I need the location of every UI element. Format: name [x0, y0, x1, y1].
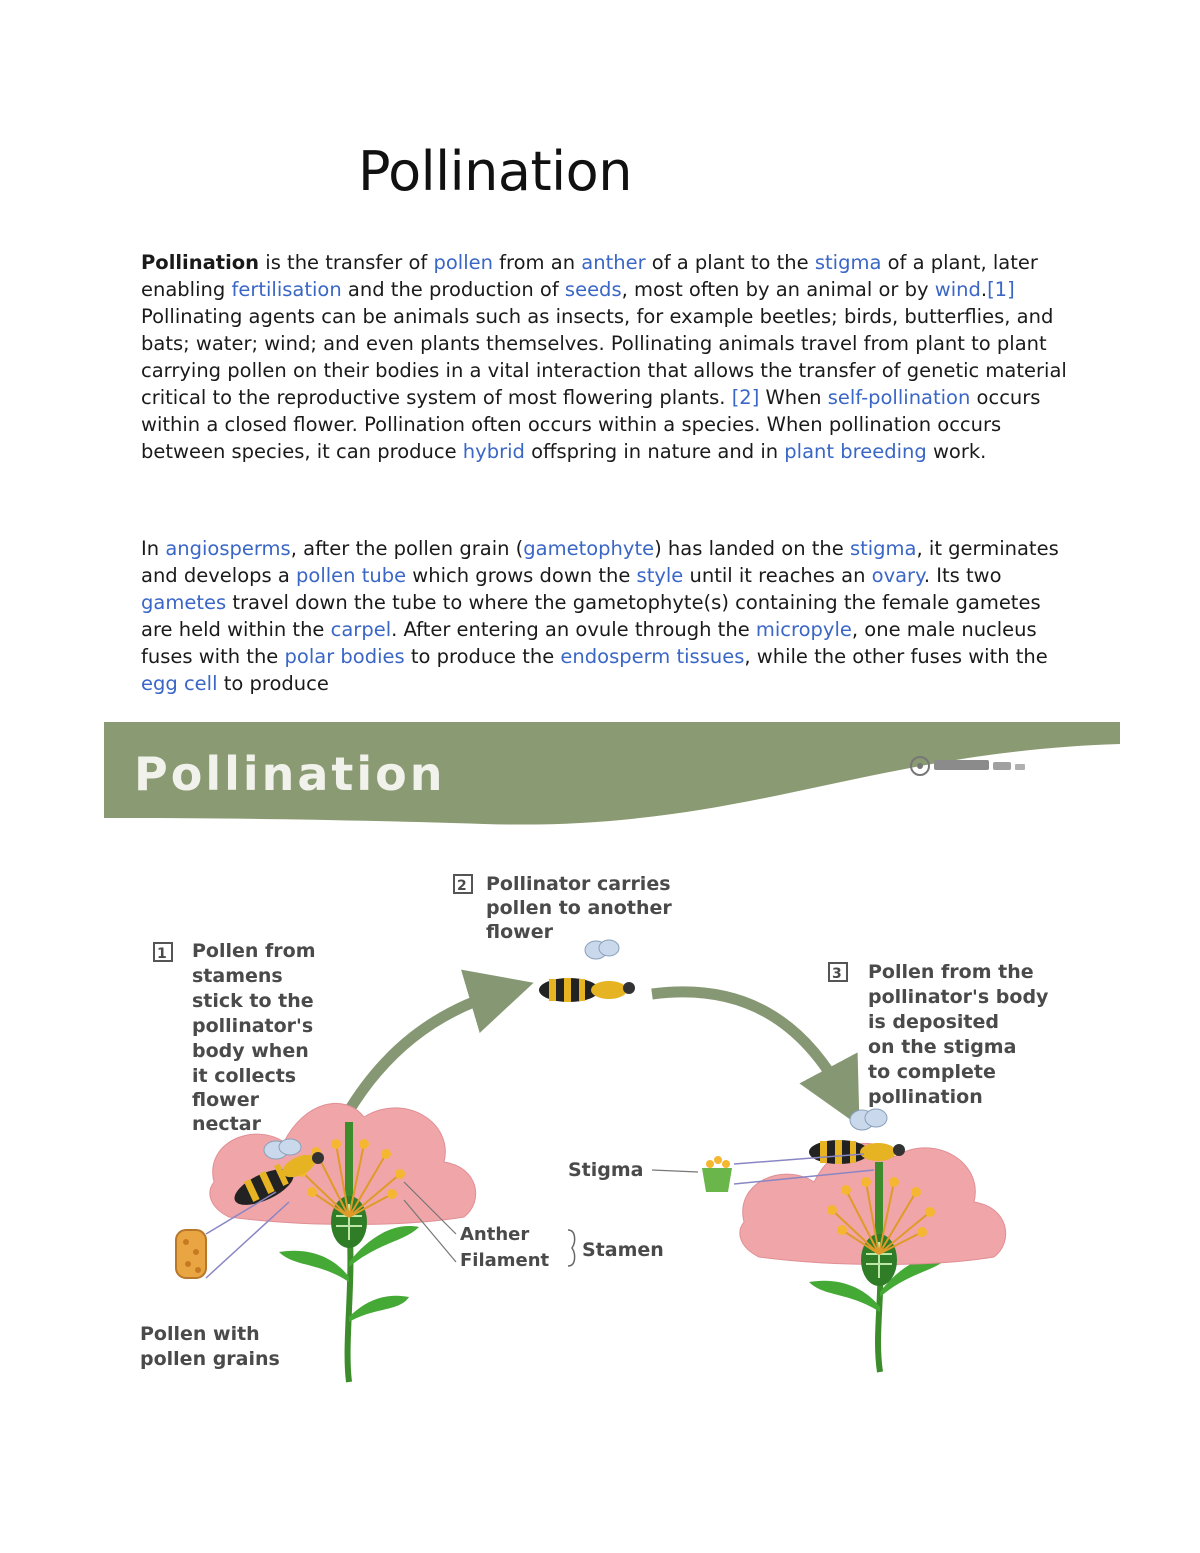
- arrow-to-flower: [652, 992, 844, 1097]
- inline-link[interactable]: ovary: [871, 564, 924, 587]
- text-run: , most often by an animal or by: [621, 278, 935, 301]
- pollination-diagram: [104, 722, 1120, 1402]
- text-run: When: [759, 386, 828, 409]
- svg-text:body when: body when: [192, 1040, 309, 1062]
- svg-text:2: 2: [457, 878, 467, 894]
- bee-flying-icon: [539, 940, 635, 1002]
- text-run: , while the other fuses with the: [744, 645, 1048, 668]
- inline-link[interactable]: stigma: [849, 537, 917, 560]
- text-run: to produce: [217, 672, 329, 695]
- svg-text:Pollen from: Pollen from: [192, 940, 316, 962]
- text-run: . After entering an ovule through the: [391, 618, 756, 641]
- page-title: Pollination: [358, 140, 632, 203]
- inline-link[interactable]: wind: [934, 278, 981, 301]
- inline-link[interactable]: anther: [581, 251, 646, 274]
- step1-caption: [154, 940, 316, 1135]
- inline-link[interactable]: plant breeding: [784, 440, 927, 463]
- svg-text:pollination: pollination: [868, 1086, 983, 1108]
- text-run: of a plant to the: [645, 251, 815, 274]
- inline-link[interactable]: carpel: [330, 618, 392, 641]
- text-run: Pollinating agents can be animals such as insects, for example beetles; birds, butterflies, and bats; water; wind; and even plants themselves. Pollinating animals travel from plant to plant carrying pollen on their bodies in a vital interaction that allows the transfer of genetic material critical to the reproductive system of most flowering plants.: [141, 305, 1067, 409]
- text-run: and the production of: [341, 278, 565, 301]
- inline-link[interactable]: egg cell: [141, 672, 218, 695]
- svg-text:Filament: Filament: [460, 1250, 550, 1271]
- paragraph-angiosperms: [141, 535, 1071, 697]
- text-run: , it germinates and develops a: [141, 537, 1059, 587]
- inline-link[interactable]: endosperm tissues: [560, 645, 745, 668]
- svg-text:1: 1: [157, 946, 167, 962]
- inline-link[interactable]: hybrid: [462, 440, 525, 463]
- inline-link[interactable]: seeds: [564, 278, 622, 301]
- bee-right-icon: [809, 1109, 905, 1164]
- text-run: is the transfer of: [259, 251, 434, 274]
- inline-link[interactable]: pollen tube: [296, 564, 407, 587]
- svg-text:flower: flower: [192, 1089, 259, 1111]
- inline-link[interactable]: style: [636, 564, 684, 587]
- inline-link[interactable]: angiosperms: [165, 537, 291, 560]
- text-run: , after the pollen grain (: [290, 537, 524, 560]
- svg-text:Pollinator carries: Pollinator carries: [486, 873, 671, 895]
- text-run: travel down the tube to where the gametophyte(s) containing the female gametes are held within the: [141, 591, 1041, 641]
- svg-text:Stigma: Stigma: [568, 1159, 644, 1181]
- inline-link[interactable]: polar bodies: [284, 645, 405, 668]
- text-run: . Its two: [923, 564, 1002, 587]
- svg-text:3: 3: [832, 966, 842, 982]
- text-run: until it reaches an: [683, 564, 872, 587]
- step2-caption: [454, 873, 672, 943]
- text-run: ) has landed on the: [654, 537, 850, 560]
- inline-link[interactable]: fertilisation: [231, 278, 342, 301]
- step3-caption: [829, 961, 1049, 1108]
- svg-text:Anther: Anther: [460, 1224, 530, 1245]
- svg-text:nectar: nectar: [192, 1113, 261, 1135]
- text-run: offspring in nature and in: [524, 440, 785, 463]
- svg-text:pollen to another: pollen to another: [486, 897, 672, 919]
- right-flower: [702, 1109, 1006, 1372]
- svg-text:pollinator's body: pollinator's body: [868, 986, 1049, 1008]
- banner-title: Pollination: [134, 747, 446, 801]
- inline-link[interactable]: gametes: [141, 591, 227, 614]
- inline-link[interactable]: [1]: [987, 278, 1015, 301]
- svg-text:is deposited: is deposited: [868, 1011, 999, 1033]
- svg-text:stick to the: stick to the: [192, 990, 314, 1012]
- svg-text:pollen grains: pollen grains: [140, 1348, 280, 1370]
- text-run: which grows down the: [406, 564, 637, 587]
- text-run: to produce the: [404, 645, 561, 668]
- inline-link[interactable]: micropyle: [755, 618, 852, 641]
- svg-text:Stamen: Stamen: [582, 1239, 664, 1261]
- arrow-to-pollinator: [347, 992, 502, 1114]
- svg-text:pollinator's: pollinator's: [192, 1015, 314, 1037]
- pollen-grains-caption: [140, 1323, 280, 1370]
- svg-text:Pollen from the: Pollen from the: [868, 961, 1034, 983]
- svg-text:it collects: it collects: [192, 1065, 297, 1087]
- inline-link[interactable]: self-pollination: [827, 386, 971, 409]
- svg-text:flower: flower: [486, 921, 553, 943]
- paragraph-pollination-definition: [141, 249, 1071, 465]
- text-run: .: [980, 278, 988, 301]
- text-run: work.: [926, 440, 987, 463]
- text-run: , one male nucleus fuses with the: [141, 618, 1037, 668]
- inline-link[interactable]: [2]: [731, 386, 760, 409]
- bold-term: Pollination: [141, 251, 260, 274]
- svg-text:Pollen with: Pollen with: [140, 1323, 260, 1345]
- inline-link[interactable]: pollen: [433, 251, 493, 274]
- text-run: In: [141, 537, 166, 560]
- text-run: of a plant, later enabling: [141, 251, 1038, 301]
- stigma-label: [568, 1159, 698, 1181]
- svg-text:to complete: to complete: [868, 1061, 996, 1083]
- svg-text:stamens: stamens: [192, 965, 283, 987]
- svg-text:on the stigma: on the stigma: [868, 1036, 1017, 1058]
- text-run: occurs within a closed flower. Pollination often occurs within a species. When pollination occurs between species, it can produce: [141, 386, 1041, 463]
- inline-link[interactable]: stigma: [814, 251, 882, 274]
- text-run: from an: [492, 251, 582, 274]
- inline-link[interactable]: gametophyte: [523, 537, 655, 560]
